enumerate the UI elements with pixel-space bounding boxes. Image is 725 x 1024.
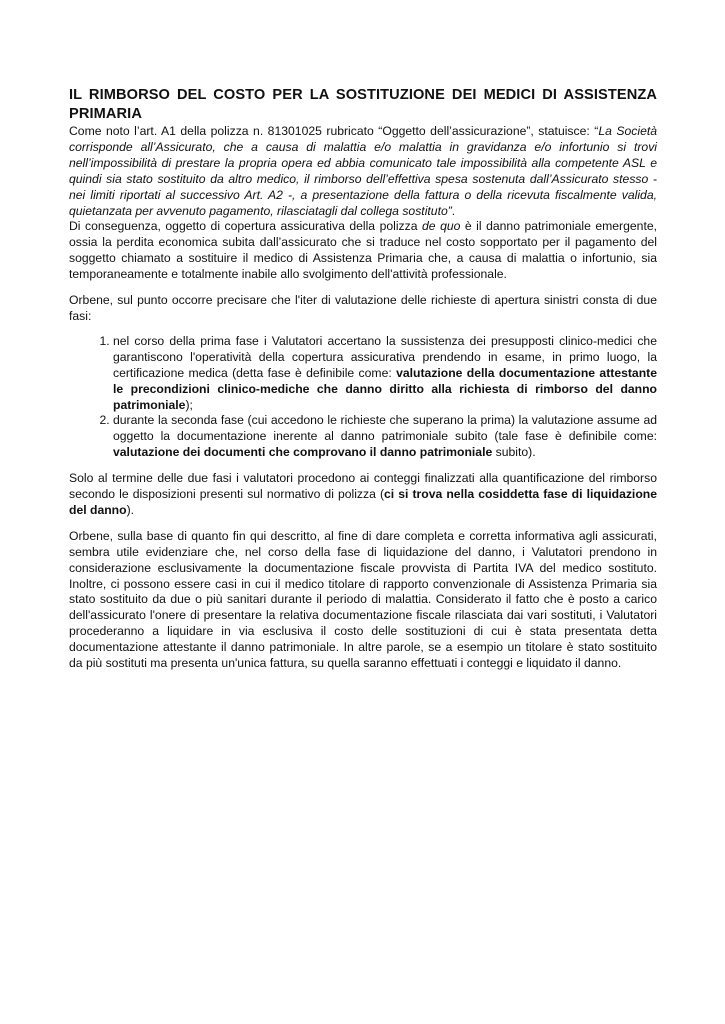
- list-item-phase-1: [113, 334, 657, 414]
- paragraph-liquidation: [69, 471, 657, 519]
- phase-1-end: );: [185, 397, 193, 412]
- paragraph-article-a1-lead: Come noto l’art. A1 della polizza n. 81301025 rubricato “Oggetto dell’assicurazione”, statuisce: “: [69, 124, 599, 138]
- document-title: IL RIMBORSO DEL COSTO PER LA SOSTITUZIONE DEI MEDICI DI ASSISTENZA PRIMARIA: [69, 87, 657, 122]
- paragraph-coverage-b: è il danno patrimoniale emergente, ossia la perdita economica subita dall’assicurato che si traduce nel costo sopportato per il pagamento del soggetto chiamato a sostituire il medico di Assistenza Primaria che, a causa di malattia o infortunio, sia temporaneamente e totalmente inabile allo svolgimento dell'attività professionale.: [69, 219, 657, 282]
- phase-1-text: nel corso della prima fase i Valutatori accertano la sussistenza dei presupposti clinico-medici che garantiscono l'operatività della copertura assicurativa prendendo in esame, in primo luogo, la certificazione medica (detta fase è definibile come:: [113, 333, 657, 380]
- paragraph-liquidation-a: Solo al termine delle due fasi i valutatori procedono ai conteggi finalizzati alla quantificazione del rimborso secondo le disposizioni presenti sul normativo di polizza (: [69, 471, 657, 502]
- paragraph-conclusion: Orbene, sulla base di quanto fin qui descritto, al fine di dare completa e corretta informativa agli assicurati, sembra utile evidenziare che, nel corso della fase di liquidazione del danno, i Valutatori prendono in considerazione esclusivamente la documentazione fiscale provvista di Partita IVA del medico sostituto. Inoltre, ci possono essere casi in cui il medico titolare di rapporto convenzionale di Assistenza Primaria sia stato sostituito da due o più sanitari durante il periodo di malattia. Considerato il fatto che è posto a carico dell'assicurato l'onere di presentare la relativa documentazione fiscale rilasciata dai vari sostituti, i Valutatori procederanno a liquidare in via esclusiva il costo delle sostituzioni di cui è stata presentata detta documentazione attestante il danno patrimoniale. In altre parole, se a esempio un titolare è stato sostituito da più sostituti ma presenta un'unica fattura, su quella saranno effettuati i conteggi e liquidato il danno.: [69, 528, 657, 671]
- phases-list: [69, 334, 657, 461]
- phase-2-text: durante la seconda fase (cui accedono le richieste che superano la prima) la valutazione assume ad oggetto la documentazione inerente al danno patrimoniale subito (tale fase è definibile come:: [113, 413, 657, 444]
- paragraph-article-a1: [69, 124, 657, 219]
- article-a1-quote: La Società corrisponde all’Assicurato, che a causa di malattia e/o malattia in gravidanza e/o infortunio si trovi nell’impossibilità di prestare la propria opera ed abbia comunicato tale impossibilità alla competente ASL e quindi sia stato sostituito da altro medico, il rimborso dell’effettiva spesa sostenuta dall’Assicurato stesso - nei limiti riportati al successivo Art. A2 -, a presentazione della fattura o della ricevuta fiscalmente valida, quietanzata per avvenuto pagamento, rilasciatagli dal collega sostituto”: [69, 124, 658, 218]
- paragraph-article-a1-end: .: [451, 203, 456, 218]
- de-quo-italic: de quo: [422, 219, 461, 234]
- list-item-phase-2: [113, 413, 657, 461]
- phase-2-end: subito).: [492, 445, 536, 460]
- phase-2-bold: valutazione dei documenti che comprovano il danno patrimoniale: [113, 445, 493, 460]
- paragraph-coverage-a: Di conseguenza, oggetto di copertura assicurativa della polizza: [69, 219, 423, 234]
- phase-1-bold: valutazione della documentazione attestante le precondizioni clinico-mediche che danno diritto alla richiesta di rimborso del danno patrimoniale: [113, 365, 657, 412]
- paragraph-liquidation-end: ).: [126, 502, 135, 517]
- document-body: [69, 86, 657, 672]
- paragraph-phases-intro: Orbene, sul punto occorre precisare che l'iter di valutazione delle richieste di apertura sinistri consta di due fasi:: [69, 293, 657, 323]
- liquidation-bold: ci si trova nella cosiddetta fase di liquidazione del danno: [69, 487, 657, 517]
- paragraph-coverage: [69, 219, 657, 283]
